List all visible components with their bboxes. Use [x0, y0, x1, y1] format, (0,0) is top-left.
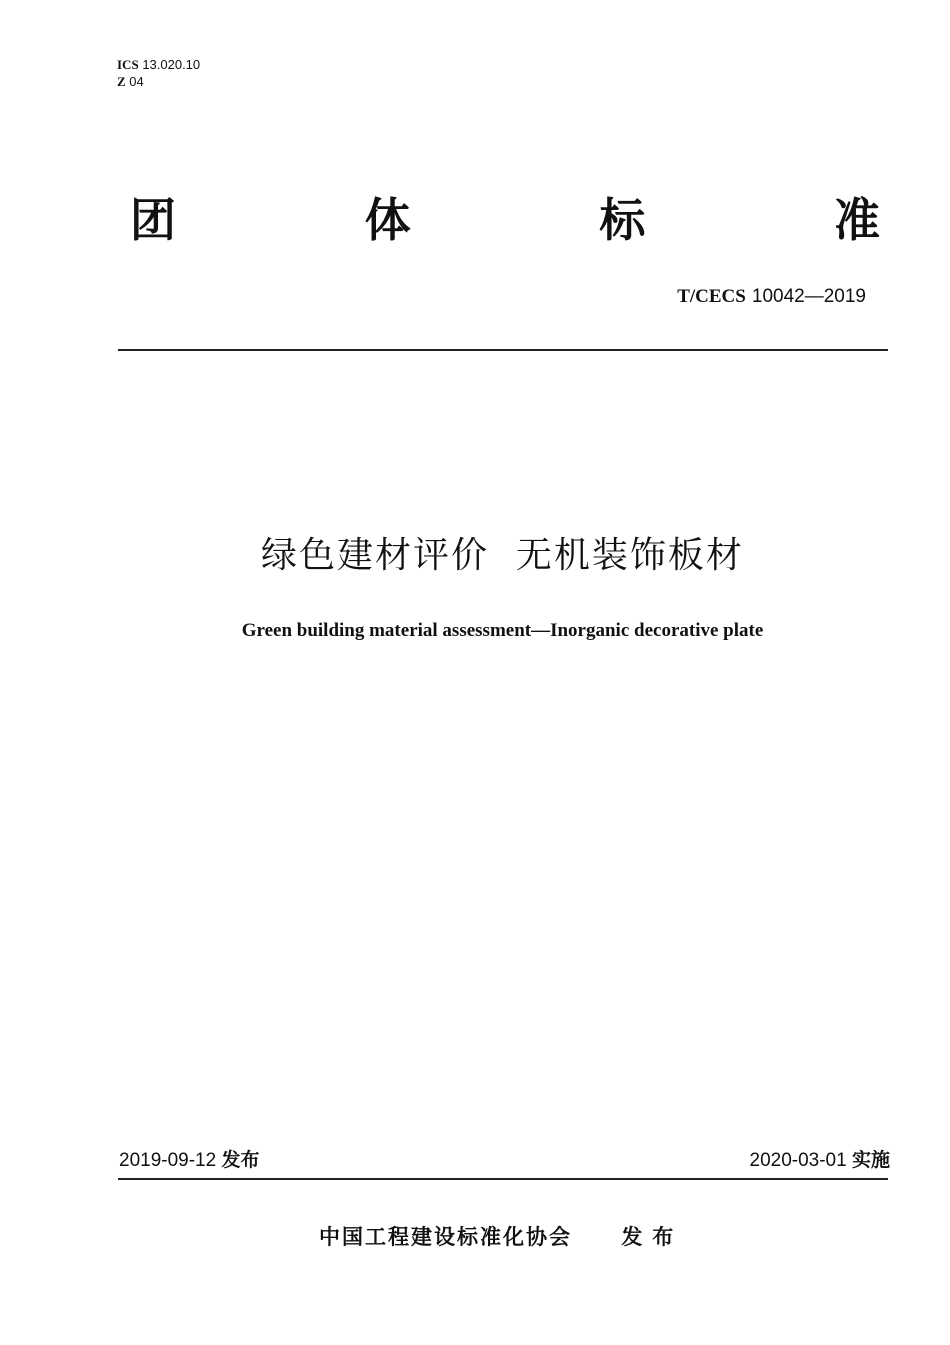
ics-value: 13.020.10 [142, 57, 201, 72]
publisher-line [319, 1222, 683, 1252]
ccs-value: 04 [129, 74, 144, 89]
issue-date-value: 2019-09-12 [119, 1150, 217, 1171]
publisher-organization: 中国工程建设标准化协会 [319, 1225, 572, 1249]
doc-type-char-1: 团 [130, 193, 176, 247]
issue-date-label: 发布 [221, 1149, 260, 1171]
bottom-divider [118, 1178, 888, 1180]
ics-label: ICS [117, 57, 139, 72]
standard-number-value: 10042—2019 [751, 286, 866, 307]
title-english: Green building material assessment—Inorganic decorative plate [241, 620, 764, 641]
title-chinese: 绿色建材评价 无机装饰板材 [261, 535, 744, 576]
implementation-date-value: 2020-03-01 [749, 1150, 847, 1171]
issue-date [119, 1147, 260, 1174]
doc-type-char-4: 准 [833, 193, 880, 247]
standard-number [677, 284, 866, 309]
implementation-date-label: 实施 [851, 1149, 890, 1171]
doc-type-char-3: 标 [599, 193, 646, 247]
implementation-date [750, 1147, 891, 1174]
classification-codes [117, 56, 200, 90]
ccs-label: Z [117, 74, 126, 89]
top-divider [118, 349, 888, 351]
doc-type-char-2: 体 [364, 193, 411, 247]
ics-code-line [117, 56, 200, 73]
standard-number-prefix: T/CECS [677, 286, 746, 307]
document-type-heading [130, 192, 880, 248]
ccs-code-line [117, 73, 200, 90]
publisher-action: 发布 [621, 1225, 684, 1249]
